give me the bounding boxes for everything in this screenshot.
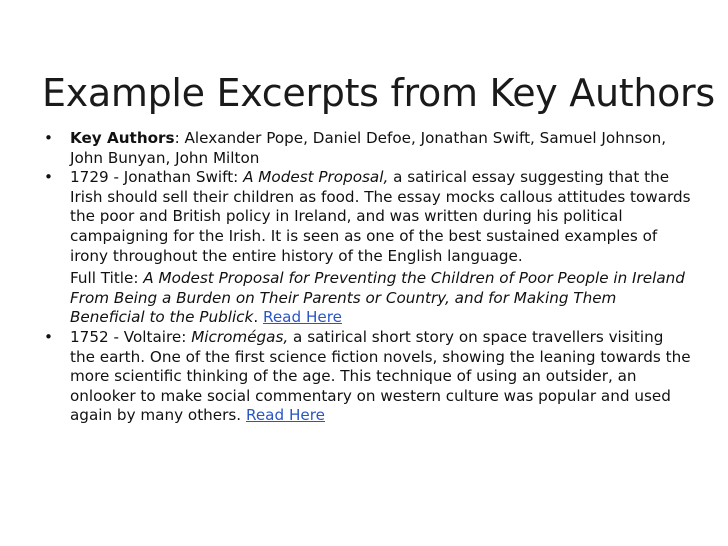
voltaire-prefix: 1752 - Voltaire:	[70, 327, 192, 346]
full-title-prefix: Full Title:	[70, 269, 144, 288]
bullet-icon: •	[44, 327, 53, 346]
voltaire-description: a satirical short story on space travellers visiting the earth. One of the first science fiction novels, showing the leaning towards the more scientific thinking of the age. This technique of using an outsider, an onlooker to make social commentary on western culture was popular and used again by many others.	[70, 327, 691, 425]
full-title-text: A Modest Proposal for Preventing the Children of Poor People in Ireland From Being a Burden on Their Parents or Country, and for Making Them Beneficial to the Publick	[70, 269, 685, 327]
swift-full-title-paragraph	[44, 269, 692, 328]
voltaire-work-title: Micromégas,	[191, 327, 289, 346]
swift-prefix: 1729 - Jonathan Swift:	[70, 168, 244, 187]
key-authors-text: : Alexander Pope, Daniel Defoe, Jonathan Swift, Samuel Johnson, John Bunyan, John Milton	[70, 129, 667, 167]
slide-title: Example Excerpts from Key Authors	[42, 71, 715, 116]
bullet-swift	[44, 168, 692, 266]
bullet-list	[44, 129, 692, 426]
voltaire-read-here-link[interactable]: Read Here	[245, 406, 325, 425]
bullet-voltaire	[44, 328, 692, 426]
swift-description: a satirical essay suggesting that the Irish should sell their children as food. The essay mocks callous attitudes towards the poor and British policy in Ireland, and was written during his political campaigning for the Irish. It is seen as one of the best sustained examples of irony throughout the entire history of the English language.	[70, 168, 691, 265]
key-authors-label: Key Authors	[70, 129, 175, 147]
bullet-icon: •	[44, 129, 53, 147]
bullet-key-authors	[44, 129, 692, 168]
bullet-icon: •	[44, 168, 53, 187]
swift-read-here-link[interactable]: Read Here	[262, 308, 342, 327]
swift-work-title: A Modest Proposal,	[243, 168, 389, 187]
full-title-suffix: .	[253, 308, 263, 327]
